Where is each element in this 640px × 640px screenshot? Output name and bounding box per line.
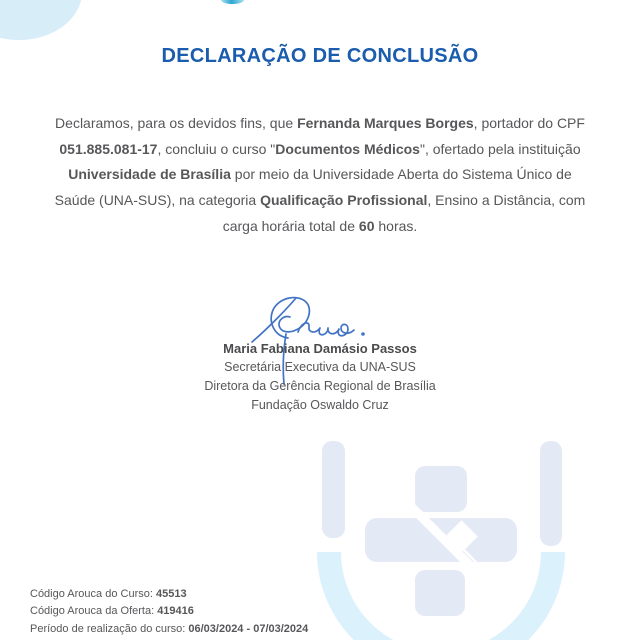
code-value: 419416 [157, 605, 194, 618]
signature-flourish [298, 323, 354, 336]
text-segment: horas. [374, 217, 418, 234]
declaration-paragraph [40, 111, 600, 240]
course-code-line [30, 586, 308, 603]
course-codes-block [30, 586, 308, 638]
signature-slash [252, 298, 296, 342]
signatory-name: Maria Fabiana Damásio Passos [223, 341, 417, 356]
signature-dot [361, 332, 365, 336]
signatory-role: Secretária Executiva da UNA-SUS [224, 360, 416, 374]
paragraph-line [40, 162, 600, 188]
code-label: Código Arouca do Curso: [30, 588, 156, 600]
text-segment: Fernanda Marques Borges [297, 115, 474, 131]
logo-cross-top-arm [415, 466, 467, 512]
text-segment: Qualificação Profissional [260, 192, 428, 209]
text-segment: , portador do CPF [473, 115, 585, 131]
certificate-title: DECLARAÇÃO DE CONCLUSÃO [161, 45, 479, 67]
paragraph-line [40, 137, 600, 163]
code-label: Período de realização do curso: [30, 622, 189, 635]
logo-cross-bottom-arm [415, 570, 465, 616]
code-value: 45513 [155, 588, 187, 600]
text-segment: ", ofertado pela instituição [419, 140, 581, 157]
code-value: 06/03/2024 - 07/03/2024 [188, 622, 309, 635]
paragraph-line [40, 214, 600, 240]
text-segment: 051.885.081-17 [59, 140, 158, 157]
paragraph-line [40, 188, 600, 214]
text-segment: , Ensino a Distância, com [427, 192, 586, 209]
text-segment: Declaramos, para os devidos fins, que [55, 115, 298, 131]
course-code-line [30, 603, 308, 620]
text-segment: Universidade de Brasília [68, 166, 231, 183]
logo-right-bar [540, 441, 562, 546]
signatory-role: Fundação Oswaldo Cruz [251, 398, 389, 412]
course-code-line [30, 621, 308, 638]
text-segment: Documentos Médicos [275, 140, 420, 157]
signatory-role: Diretora da Gerência Regional de Brasília [204, 379, 436, 393]
text-segment: 60 [358, 217, 375, 234]
code-label: Código Arouca da Oferta: [30, 605, 158, 618]
text-segment: Saúde (UNA-SUS), na categoria [54, 192, 261, 209]
text-segment: por meio da Universidade Aberta do Sistema Único de [230, 166, 572, 183]
signatory-block [0, 339, 640, 415]
text-segment: carga horária total de [222, 217, 359, 234]
paragraph-line [40, 111, 600, 137]
logo-left-bar [322, 441, 345, 538]
text-segment: , concluiu o curso " [157, 140, 276, 157]
